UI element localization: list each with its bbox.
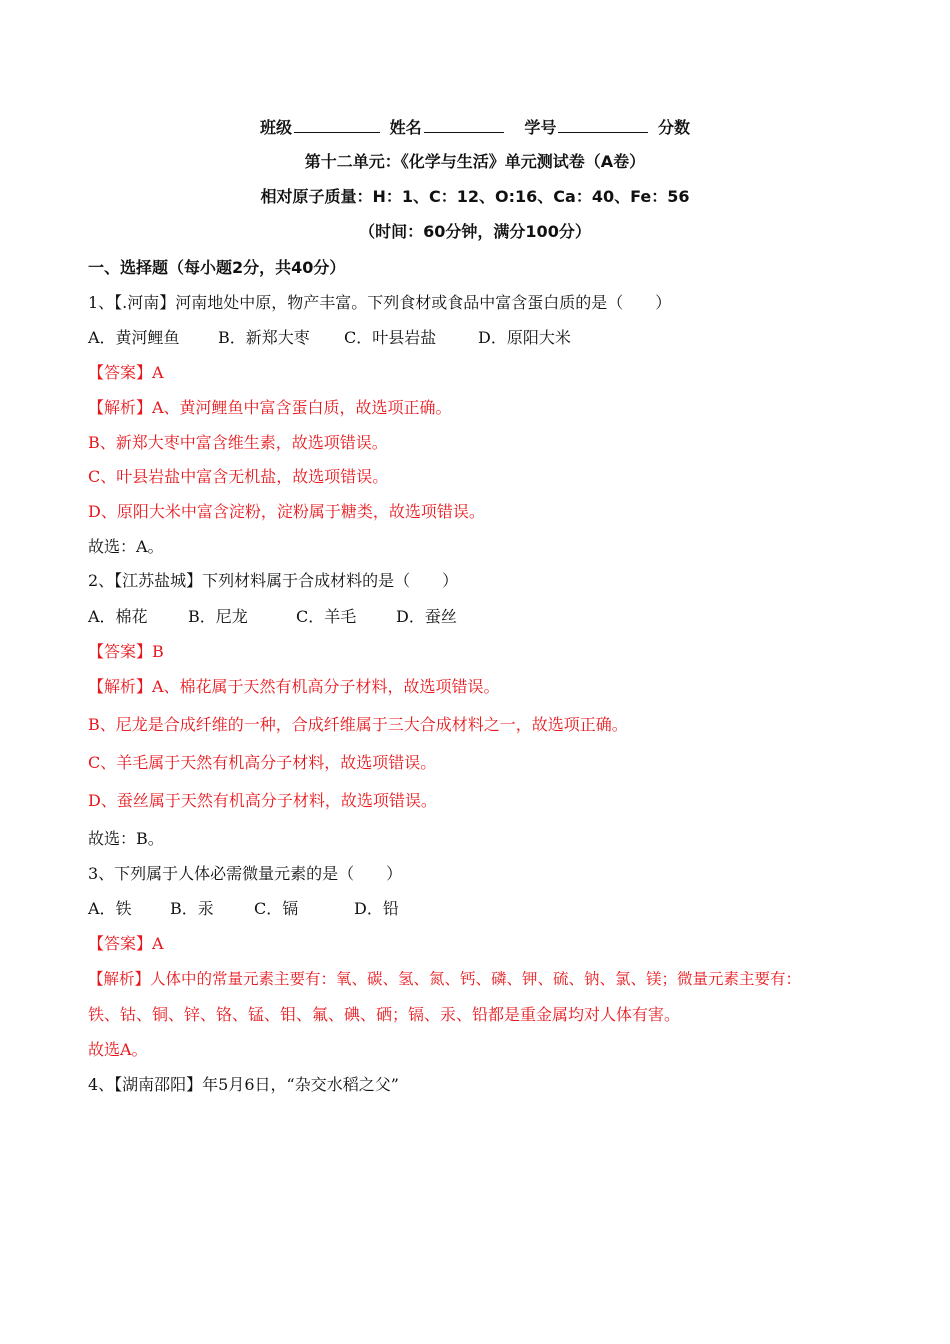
q2-analysis-line: D、蚕丝属于天然有机高分子材料，故选项错误。 <box>88 791 437 810</box>
q1-analysis-line: 【解析】A、黄河鲤鱼中富含蛋白质，故选项正确。 <box>88 398 452 417</box>
q1-answer: 【答案】A <box>88 363 164 382</box>
q3-option-b: B．汞 <box>170 899 214 918</box>
q3-analysis-line: 铁、钴、铜、锌、铬、锰、钼、氟、碘、硒；镉、汞、铅都是重金属均对人体有害。 <box>88 1005 681 1024</box>
q1-analysis-line: B、新郑大枣中富含维生素，故选项错误。 <box>88 433 388 452</box>
score-label: 分数 <box>657 118 690 137</box>
q3-conclusion: 故选A。 <box>88 1040 148 1059</box>
id-blank[interactable] <box>558 116 648 133</box>
class-blank[interactable] <box>294 116 380 133</box>
name-blank[interactable] <box>424 116 504 133</box>
time-info: （时间：60分钟，满分100分） <box>359 222 591 241</box>
q3-answer: 【答案】A <box>88 934 164 953</box>
q1-analysis-line: D、原阳大米中富含淀粉，淀粉属于糖类，故选项错误。 <box>88 502 485 521</box>
q2-option-c: C．羊毛 <box>296 607 357 626</box>
name-label: 姓名 <box>389 118 422 137</box>
q3-option-d: D．铅 <box>354 899 399 918</box>
student-info-line <box>0 116 950 139</box>
q3-option-a: A．铁 <box>88 899 132 918</box>
q2-analysis-line: B、尼龙是合成纤维的一种，合成纤维属于三大合成材料之一，故选项正确。 <box>88 715 628 734</box>
q2-analysis-line: C、羊毛属于天然有机高分子材料，故选项错误。 <box>88 753 437 772</box>
question-4-stem: 4、【湖南邵阳】年5月6日，“杂交水稻之父” <box>88 1075 399 1094</box>
q1-option-c: C．叶县岩盐 <box>344 328 437 347</box>
q2-option-a: A．棉花 <box>88 607 148 626</box>
exam-title: 第十二单元：《化学与生活》单元测试卷（A卷） <box>304 152 646 171</box>
q1-option-a: A．黄河鲤鱼 <box>88 328 180 347</box>
question-1-stem: 1、【.河南】河南地处中原，物产丰富。下列食材或食品中富含蛋白质的是（ ） <box>88 293 672 312</box>
question-2-options <box>88 606 457 628</box>
class-label: 班级 <box>260 118 293 137</box>
q2-analysis-line: 【解析】A、棉花属于天然有机高分子材料，故选项错误。 <box>88 677 500 696</box>
question-2-stem: 2、【江苏盐城】下列材料属于合成材料的是（ ） <box>88 571 459 590</box>
section-heading: 一、选择题（每小题2分，共40分） <box>88 258 346 277</box>
q2-option-b: B．尼龙 <box>188 607 248 626</box>
q1-conclusion: 故选：A。 <box>88 537 164 556</box>
q1-analysis-line: C、叶县岩盐中富含无机盐，故选项错误。 <box>88 467 389 486</box>
q2-option-d: D．蚕丝 <box>396 607 457 626</box>
atomic-mass-info: 相对原子质量：H：1、C：12、O:16、Ca：40、Fe：56 <box>260 187 690 206</box>
q3-option-c: C．镉 <box>254 899 299 918</box>
question-3-options <box>88 898 399 920</box>
question-3-stem: 3、下列属于人体必需微量元素的是（ ） <box>88 864 403 883</box>
id-label: 学号 <box>524 118 557 137</box>
q2-answer: 【答案】B <box>88 642 164 661</box>
q1-option-d: D．原阳大米 <box>478 328 571 347</box>
question-1-options <box>88 327 571 349</box>
q2-conclusion: 故选：B。 <box>88 829 164 848</box>
q1-option-b: B．新郑大枣 <box>218 328 310 347</box>
q3-analysis-line: 【解析】人体中的常量元素主要有：氧、碳、氢、氮、钙、磷、钾、硫、钠、氯、镁；微量元素主要有： <box>88 970 802 988</box>
